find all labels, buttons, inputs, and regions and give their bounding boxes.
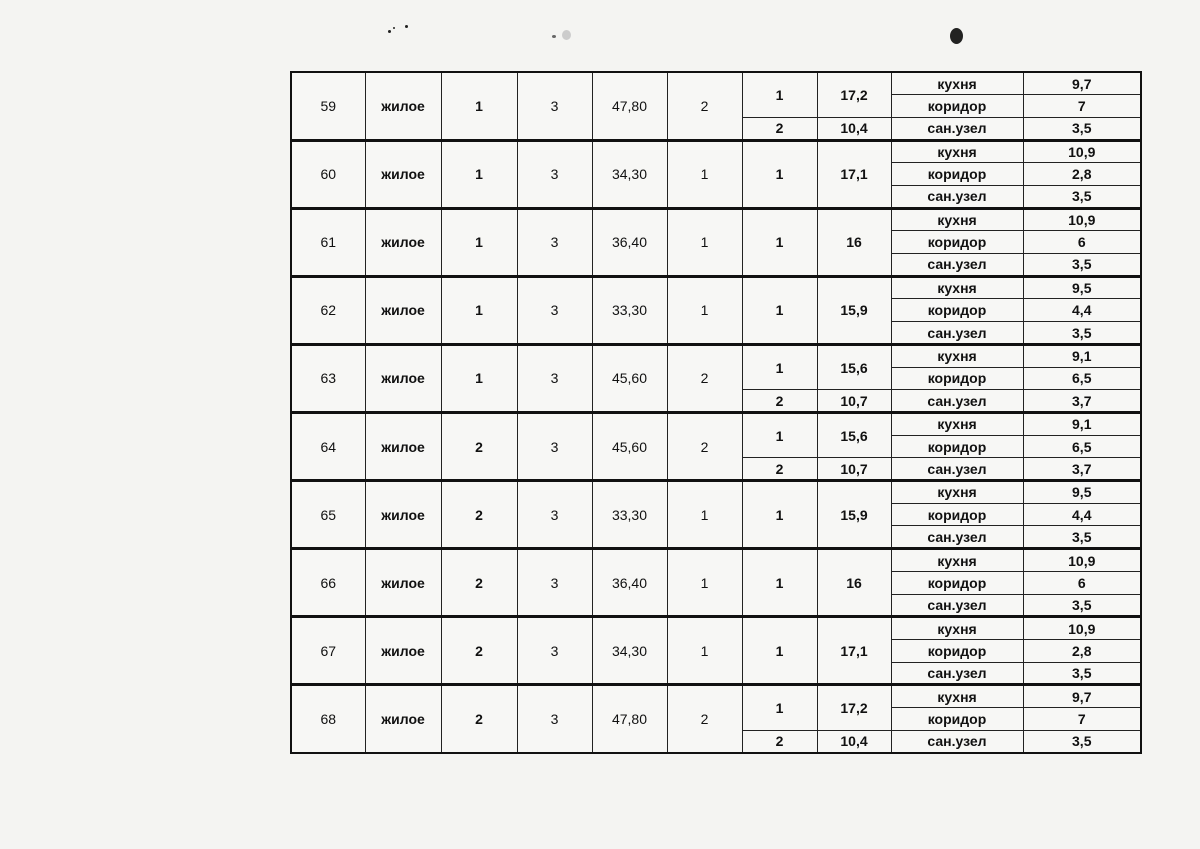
aux-room-area: 4,4 [1023,299,1141,322]
aux-room-name: сан.узел [891,117,1023,140]
room-number: 1 [742,617,817,685]
total-area: 47,80 [592,685,667,753]
aux-room-area: 7 [1023,708,1141,731]
rooms-count: 1 [667,208,742,276]
floor-number: 3 [517,412,592,480]
aux-room-name: сан.узел [891,390,1023,413]
section-number: 1 [441,140,517,208]
apartment-number: 59 [291,72,365,140]
room-area: 15,9 [817,276,891,344]
section-number: 2 [441,412,517,480]
section-number: 1 [441,276,517,344]
scan-speck [950,28,963,44]
room-number: 1 [742,685,817,730]
aux-room-area: 9,5 [1023,481,1141,504]
apartment-number: 61 [291,208,365,276]
room-area: 17,2 [817,72,891,117]
apartment-number: 62 [291,276,365,344]
apartment-type: жилое [365,617,441,685]
apartment-type: жилое [365,140,441,208]
aux-room-name: коридор [891,435,1023,458]
rooms-count: 1 [667,549,742,617]
total-area: 33,30 [592,481,667,549]
scan-speck [388,30,391,33]
apartment-type: жилое [365,208,441,276]
aux-room-area: 9,7 [1023,685,1141,708]
total-area: 47,80 [592,72,667,140]
apartment-group [291,140,1141,208]
table-row [291,412,1141,435]
floor-number: 3 [517,617,592,685]
aux-room-name: сан.узел [891,526,1023,549]
room-area: 15,6 [817,344,891,389]
room-number: 1 [742,412,817,457]
aux-room-area: 10,9 [1023,617,1141,640]
table-row [291,72,1141,95]
total-area: 33,30 [592,276,667,344]
floor-number: 3 [517,685,592,753]
apartment-number: 65 [291,481,365,549]
table-row [291,140,1141,163]
aux-room-name: сан.узел [891,322,1023,345]
aux-room-area: 9,1 [1023,412,1141,435]
room-number: 2 [742,730,817,753]
aux-room-area: 3,5 [1023,322,1141,345]
apartment-type: жилое [365,412,441,480]
aux-room-name: кухня [891,549,1023,572]
section-number: 2 [441,685,517,753]
total-area: 36,40 [592,549,667,617]
scan-speck [562,30,571,40]
aux-room-area: 4,4 [1023,503,1141,526]
aux-room-area: 3,5 [1023,662,1141,685]
apartment-type: жилое [365,481,441,549]
table-row [291,481,1141,504]
aux-room-name: коридор [891,163,1023,186]
floor-number: 3 [517,344,592,412]
rooms-count: 2 [667,685,742,753]
section-number: 1 [441,72,517,140]
room-number: 1 [742,72,817,117]
apartments-table [290,71,1142,754]
section-number: 2 [441,617,517,685]
section-number: 2 [441,481,517,549]
table-row [291,685,1141,708]
room-area: 16 [817,208,891,276]
aux-room-area: 9,5 [1023,276,1141,299]
rooms-count: 2 [667,72,742,140]
aux-room-area: 3,5 [1023,594,1141,617]
aux-room-name: коридор [891,231,1023,254]
apartment-type: жилое [365,344,441,412]
aux-room-area: 6,5 [1023,367,1141,390]
apartment-type: жилое [365,549,441,617]
aux-room-area: 10,9 [1023,549,1141,572]
aux-room-area: 6 [1023,571,1141,594]
scan-speck [552,35,556,38]
room-area: 17,1 [817,140,891,208]
aux-room-area: 2,8 [1023,639,1141,662]
aux-room-area: 3,5 [1023,730,1141,753]
room-area: 15,6 [817,412,891,457]
aux-room-area: 3,7 [1023,390,1141,413]
room-number: 2 [742,390,817,413]
room-area: 16 [817,549,891,617]
apartment-group [291,208,1141,276]
table-row [291,344,1141,367]
aux-room-area: 2,8 [1023,163,1141,186]
room-number: 1 [742,140,817,208]
aux-room-name: коридор [891,708,1023,731]
room-number: 1 [742,208,817,276]
aux-room-area: 9,1 [1023,344,1141,367]
aux-room-name: коридор [891,639,1023,662]
aux-room-area: 3,5 [1023,526,1141,549]
room-area: 10,7 [817,458,891,481]
aux-room-name: коридор [891,299,1023,322]
apartment-number: 67 [291,617,365,685]
room-number: 1 [742,549,817,617]
table-row [291,617,1141,640]
total-area: 45,60 [592,412,667,480]
aux-room-name: кухня [891,481,1023,504]
room-number: 1 [742,481,817,549]
apartment-group [291,344,1141,412]
aux-room-name: кухня [891,412,1023,435]
apartment-number: 66 [291,549,365,617]
total-area: 36,40 [592,208,667,276]
aux-room-area: 6 [1023,231,1141,254]
aux-room-area: 3,5 [1023,117,1141,140]
table-row [291,276,1141,299]
apartment-group [291,276,1141,344]
apartment-number: 64 [291,412,365,480]
rooms-count: 1 [667,276,742,344]
scan-speck [405,25,408,28]
aux-room-name: сан.узел [891,458,1023,481]
apartment-group [291,72,1141,140]
room-area: 17,1 [817,617,891,685]
aux-room-area: 7 [1023,95,1141,118]
rooms-count: 1 [667,617,742,685]
aux-room-name: коридор [891,503,1023,526]
total-area: 34,30 [592,617,667,685]
aux-room-name: коридор [891,571,1023,594]
room-number: 1 [742,344,817,389]
floor-number: 3 [517,140,592,208]
section-number: 1 [441,208,517,276]
aux-room-name: сан.узел [891,254,1023,277]
aux-room-name: кухня [891,617,1023,640]
apartment-group [291,549,1141,617]
aux-room-area: 10,9 [1023,208,1141,231]
floor-number: 3 [517,549,592,617]
rooms-count: 1 [667,140,742,208]
room-area: 15,9 [817,481,891,549]
aux-room-area: 6,5 [1023,435,1141,458]
aux-room-name: кухня [891,276,1023,299]
scan-speck [393,27,395,29]
rooms-count: 1 [667,481,742,549]
floor-number: 3 [517,72,592,140]
floor-number: 3 [517,208,592,276]
total-area: 45,60 [592,344,667,412]
room-area: 10,4 [817,730,891,753]
apartment-number: 60 [291,140,365,208]
apartment-group [291,617,1141,685]
apartment-number: 68 [291,685,365,753]
aux-room-name: кухня [891,685,1023,708]
aux-room-name: кухня [891,140,1023,163]
floor-number: 3 [517,276,592,344]
room-area: 10,7 [817,390,891,413]
room-number: 2 [742,458,817,481]
aux-room-area: 9,7 [1023,72,1141,95]
aux-room-name: сан.узел [891,662,1023,685]
room-area: 17,2 [817,685,891,730]
apartment-type: жилое [365,72,441,140]
aux-room-area: 3,7 [1023,458,1141,481]
floor-number: 3 [517,481,592,549]
room-area: 10,4 [817,117,891,140]
aux-room-area: 3,5 [1023,254,1141,277]
aux-room-name: кухня [891,344,1023,367]
apartment-number: 63 [291,344,365,412]
aux-room-name: сан.узел [891,730,1023,753]
aux-room-name: сан.узел [891,594,1023,617]
aux-room-name: сан.узел [891,185,1023,208]
apartment-group [291,685,1141,753]
table-row [291,208,1141,231]
room-number: 1 [742,276,817,344]
apartment-group [291,481,1141,549]
section-number: 2 [441,549,517,617]
apartment-type: жилое [365,685,441,753]
aux-room-name: коридор [891,95,1023,118]
section-number: 1 [441,344,517,412]
aux-room-name: коридор [891,367,1023,390]
aux-room-area: 3,5 [1023,185,1141,208]
total-area: 34,30 [592,140,667,208]
rooms-count: 2 [667,344,742,412]
apartment-group [291,412,1141,480]
apartment-type: жилое [365,276,441,344]
table-row [291,549,1141,572]
aux-room-name: кухня [891,72,1023,95]
aux-room-area: 10,9 [1023,140,1141,163]
rooms-count: 2 [667,412,742,480]
aux-room-name: кухня [891,208,1023,231]
room-number: 2 [742,117,817,140]
